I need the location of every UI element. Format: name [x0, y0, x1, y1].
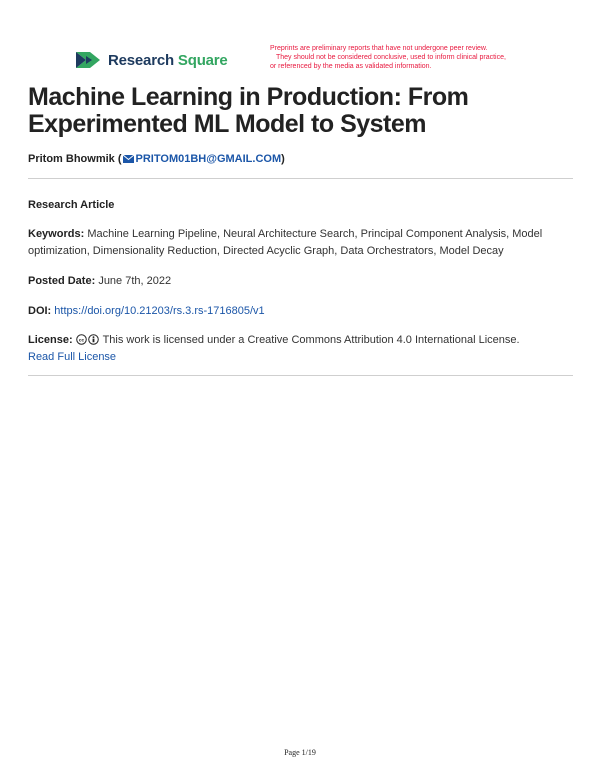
license-row: [28, 332, 573, 366]
disclaimer-line: Preprints are preliminary reports that have not undergone peer review.: [270, 45, 488, 52]
license-text: This work is licensed under a Creative Commons Attribution 4.0 International License.: [102, 334, 520, 346]
posted-date-label: Posted Date:: [28, 275, 96, 287]
preprint-disclaimer: [270, 44, 560, 71]
cc-icon: [76, 334, 87, 345]
paper-title: Machine Learning in Production: From Experimented ML Model to System: [28, 83, 469, 138]
keywords-label: Keywords:: [28, 228, 85, 240]
disclaimer-line: They should not be considered conclusive, used to inform clinical practice,: [276, 54, 506, 61]
by-icon: [88, 334, 99, 345]
posted-date-row: [28, 273, 573, 290]
svg-text:cc: cc: [78, 338, 84, 344]
doi-row: [28, 303, 573, 320]
page-header: [74, 44, 544, 80]
keywords-row: [28, 226, 573, 260]
author-email: PRITOM01BH@GMAIL.COM: [135, 153, 282, 165]
author-line: [28, 153, 285, 165]
envelope-icon: [123, 155, 134, 163]
author-email-link[interactable]: [122, 153, 282, 165]
read-full-license-link[interactable]: Read Full License: [28, 351, 117, 363]
article-type: Research Article: [28, 199, 115, 211]
author-close-paren: ): [281, 153, 285, 165]
author-name: Pritom Bhowmik: [28, 153, 115, 165]
page-number: Page 1/19: [284, 748, 316, 757]
author-open-paren: (: [117, 153, 122, 165]
posted-date-value: June 7th, 2022: [98, 275, 172, 287]
disclaimer-line: or referenced by the media as validated information.: [270, 63, 432, 70]
divider: [28, 178, 573, 179]
logo-wordmark: Research Square: [108, 51, 228, 69]
doi-label: DOI:: [28, 305, 52, 317]
license-label: License:: [28, 334, 73, 346]
divider: [28, 375, 573, 376]
doi-link[interactable]: https://doi.org/10.21203/rs.3.rs-1716805/v1: [54, 305, 265, 317]
research-square-logo-icon: [74, 49, 102, 71]
research-square-logo[interactable]: [74, 48, 228, 72]
keywords-text: Machine Learning Pipeline, Neural Architecture Search, Principal Component Analysis, Model optimization, Dimensionality Reduction, Directed Acyclic Graph, Data Orchestrators, Model Decay: [28, 228, 543, 257]
